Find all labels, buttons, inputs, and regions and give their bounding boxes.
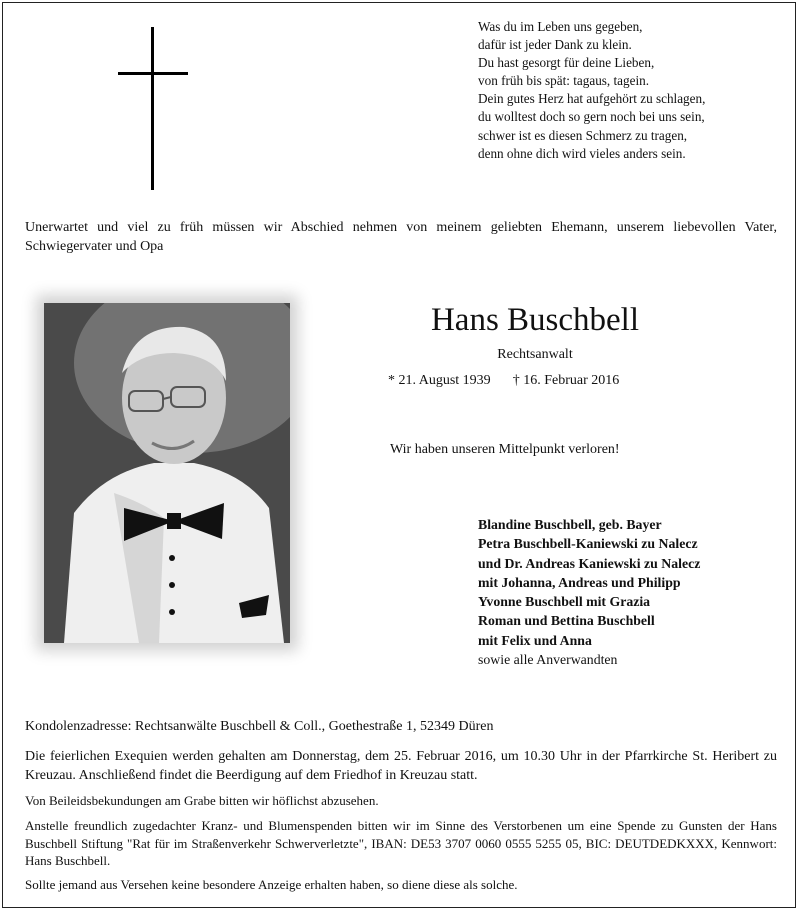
condolence-request: Von Beileidsbekundungen am Grabe bitten wir höflichst abzusehen. (25, 793, 379, 808)
deceased-profession: Rechtsanwalt (497, 347, 573, 362)
intro-text: Unerwartet und viel zu früh müssen wir Abschied nehmen von meinem geliebten Ehemann, unserem liebevollen Vater, Schwiegervater und Opa (25, 220, 777, 254)
mourners-list (478, 515, 700, 669)
poem (478, 18, 788, 163)
poem-line: Du hast gesorgt für deine Lieben, (478, 55, 655, 71)
poem-line: Was du im Leben uns gegeben, (478, 19, 643, 34)
mourner-line: Roman und Bettina Buschbell (478, 613, 655, 629)
condolence-address: Kondolenzadresse: Rechtsanwälte Buschbell & Coll., Goethestraße 1, 52349 Düren (25, 719, 494, 734)
poem-line: Dein gutes Herz hat aufgehört zu schlagen, (478, 91, 706, 107)
poem-line: denn ohne dich wird vieles anders sein. (478, 145, 686, 161)
poem-line: dafür ist jeder Dank zu klein. (478, 37, 632, 53)
life-dates (388, 372, 688, 390)
poem-line: schwer ist es diesen Schmerz zu tragen, (478, 127, 688, 143)
deceased-name: Hans Buschbell (430, 302, 640, 338)
funeral-service-text: Die feierlichen Exequien werden gehalten am Donnerstag, dem 25. Februar 2016, um 10.30 Uhr in der Pfarrkirche St. Heribert zu Kreuzau. Anschließend findet die Beerdigung auf dem Friedhof in Kreuzau statt. (25, 749, 777, 783)
cross-icon (118, 27, 188, 190)
mourner-line: mit Felix und Anna (478, 632, 592, 648)
memorial-quote: Wir haben unseren Mittelpunkt verloren! (390, 442, 620, 457)
mourner-line: Yvonne Buschbell mit Grazia (478, 594, 651, 610)
mourners-closing: sowie alle Anverwandten (478, 652, 618, 668)
mourner-line: und Dr. Andreas Kaniewski zu Nalecz (478, 555, 701, 571)
mourner-line: Blandine Buschbell, geb. Bayer (478, 517, 662, 532)
birth-date: * 21. August 1939 (388, 373, 491, 388)
poem-line: von früh bis spät: tagaus, tagein. (478, 73, 650, 89)
poem-line: du wolltest doch so gern noch bei uns sein, (478, 109, 705, 125)
mourner-line: Petra Buschbell-Kaniewski zu Nalecz (478, 536, 698, 552)
donation-text: Anstelle freundlich zugedachter Kranz- und Blumenspenden bitten wir im Sinne des Verstorbenen um eine Spende zu Gunsten der Hans Buschbell Stiftung "Rat für im Straßenverkehr Schwerverletzte", IBAN: DE53 3707 0060 0555 5255 05, BIC: DEUTDEDKXXX, Kennwort: Hans Buschbell. (25, 818, 777, 868)
mourner-line: mit Johanna, Andreas und Philipp (478, 574, 681, 590)
closing-note: Sollte jemand aus Versehen keine besondere Anzeige erhalten haben, so diene diese als solche. (25, 877, 518, 892)
death-date: † 16. Februar 2016 (512, 373, 620, 388)
portrait-photo (44, 303, 290, 643)
